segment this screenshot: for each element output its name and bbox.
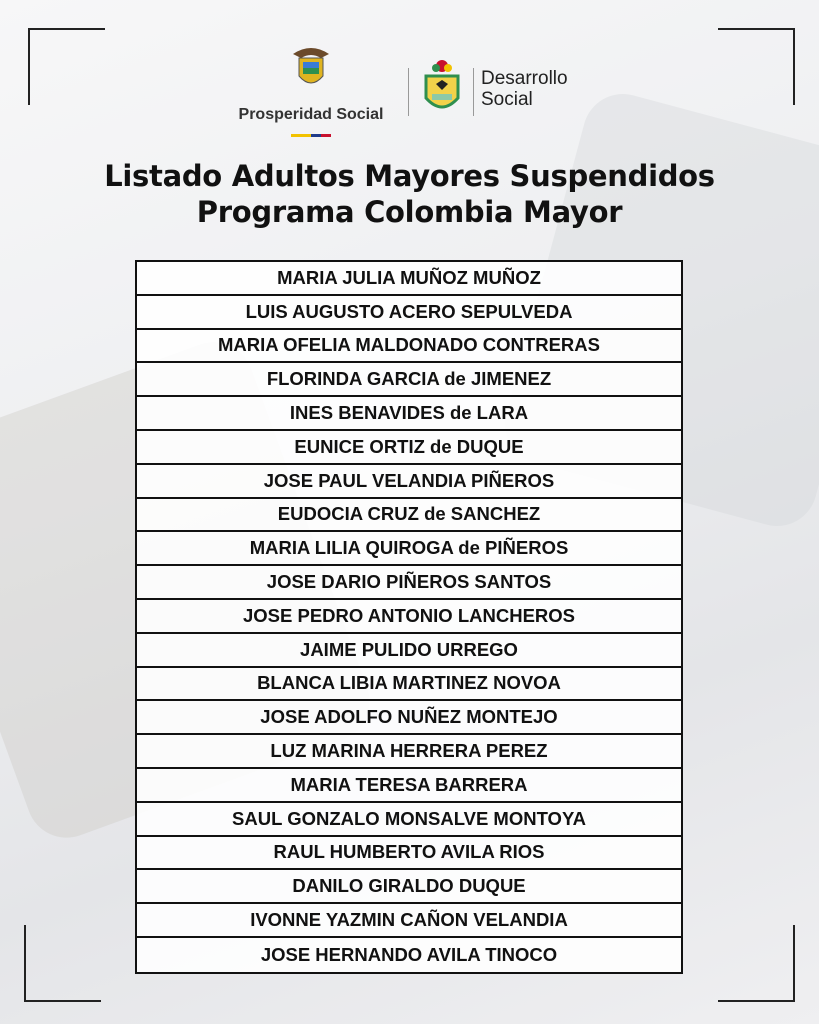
table-row: INES BENAVIDES de LARA bbox=[137, 397, 681, 431]
table-row: LUIS AUGUSTO ACERO SEPULVEDA bbox=[137, 296, 681, 330]
table-row: JOSE PEDRO ANTONIO LANCHEROS bbox=[137, 600, 681, 634]
table-row: JOSE PAUL VELANDIA PIÑEROS bbox=[137, 465, 681, 499]
colombia-flag-bar bbox=[291, 134, 331, 137]
table-row: DANILO GIRALDO DUQUE bbox=[137, 870, 681, 904]
table-row: LUZ MARINA HERRERA PEREZ bbox=[137, 735, 681, 769]
title-line-2: Programa Colombia Mayor bbox=[196, 195, 623, 229]
corner-bracket bbox=[718, 925, 795, 1002]
table-row: MARIA JULIA MUÑOZ MUÑOZ bbox=[137, 262, 681, 296]
table-row: JOSE DARIO PIÑEROS SANTOS bbox=[137, 566, 681, 600]
corner-bracket bbox=[24, 925, 101, 1002]
desarrollo-text: Desarrollo bbox=[481, 68, 568, 89]
logo-divider bbox=[408, 68, 409, 116]
table-row: IVONNE YAZMIN CAÑON VELANDIA bbox=[137, 904, 681, 938]
prosperidad-social-text: Prosperidad Social bbox=[238, 106, 384, 123]
table-row: EUNICE ORTIZ de DUQUE bbox=[137, 431, 681, 465]
corner-bracket bbox=[28, 28, 105, 105]
logo-divider bbox=[473, 68, 474, 116]
table-row: FLORINDA GARCIA de JIMENEZ bbox=[137, 363, 681, 397]
table-row: RAUL HUMBERTO AVILA RIOS bbox=[137, 837, 681, 871]
boyaca-crest-icon bbox=[420, 58, 464, 116]
table-row: BLANCA LIBIA MARTINEZ NOVOA bbox=[137, 668, 681, 702]
table-row: JOSE ADOLFO NUÑEZ MONTEJO bbox=[137, 701, 681, 735]
names-table bbox=[135, 260, 683, 974]
table-row: JOSE HERNANDO AVILA TINOCO bbox=[260, 943, 558, 965]
table-row: SAUL GONZALO MONSALVE MONTOYA bbox=[137, 803, 681, 837]
table-row: EUDOCIA CRUZ de SANCHEZ bbox=[137, 499, 681, 533]
corner-bracket bbox=[718, 28, 795, 105]
prosperidad-social-logo bbox=[222, 46, 400, 137]
title-line-1: Listado Adultos Mayores Suspendidos bbox=[104, 159, 715, 193]
table-row: MARIA TERESA BARRERA bbox=[137, 769, 681, 803]
desarrollo-social-logo-text bbox=[481, 68, 568, 110]
social-text: Social bbox=[481, 89, 533, 110]
table-row: MARIA OFELIA MALDONADO CONTRERAS bbox=[137, 330, 681, 364]
table-row: MARIA LILIA QUIROGA de PIÑEROS bbox=[137, 532, 681, 566]
colombia-coat-of-arms-icon bbox=[291, 46, 331, 92]
table-row: JAIME PULIDO URREGO bbox=[137, 634, 681, 668]
page-title bbox=[0, 158, 819, 230]
